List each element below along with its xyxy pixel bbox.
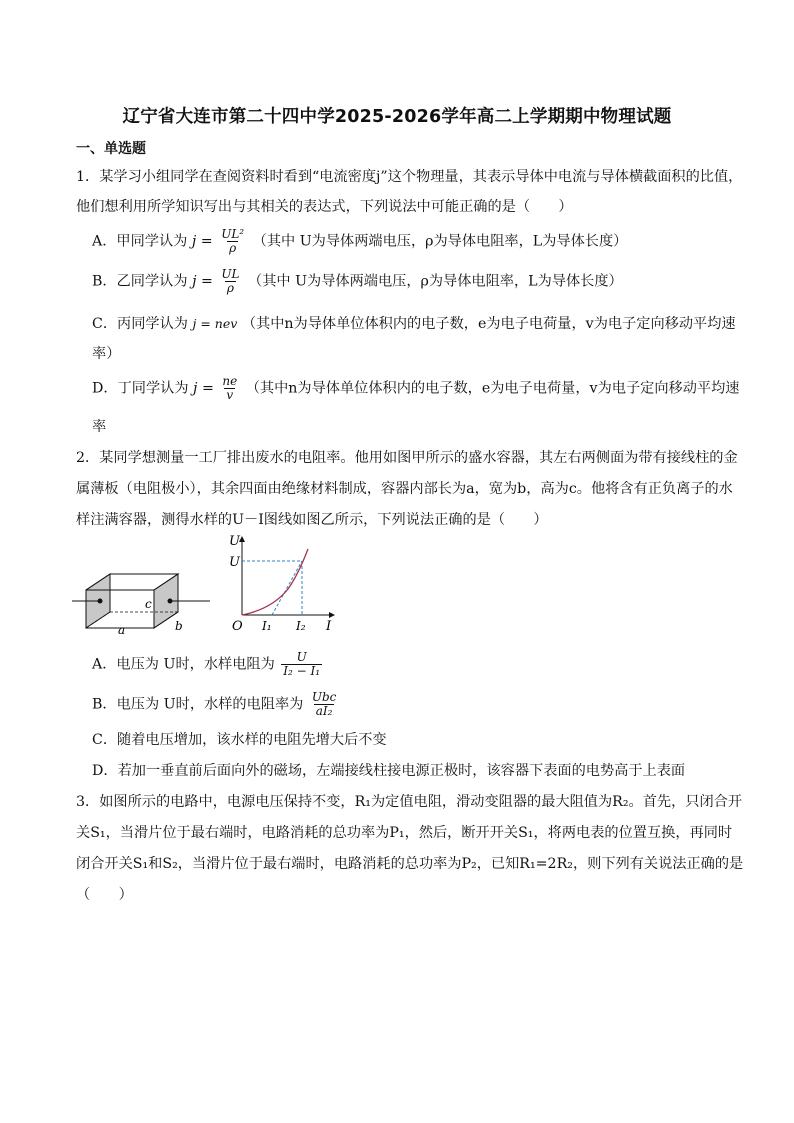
q1-d-j: j =: [193, 380, 214, 397]
q2-stem-line2: 属薄板（电阻极小），其余四面由绝缘材料制成，容器内部长为a，宽为b，高为c。他将含有正负离子的水: [76, 481, 733, 497]
q1-a-prefix: A．甲同学认为: [92, 233, 188, 250]
ui-curve: [242, 549, 308, 615]
q1-b-description: （其中 U为导体两端电压，ρ为导体电阻率，L为导体长度）: [248, 273, 623, 290]
q1-d-denominator: v: [226, 388, 234, 402]
q1-c-prefix: C．丙同学认为: [92, 316, 188, 332]
ui-graph: [226, 531, 338, 635]
u-axis-label: U: [229, 534, 240, 549]
q3-stem-line3: 闭合开关S₁和S₂，当滑片位于最右端时，电路消耗的总功率为P₂，已知R₁=2R₂，则下列有关说法正确的是: [76, 856, 744, 872]
right-terminal: [168, 599, 173, 604]
section-heading: 一、单选题: [76, 141, 146, 157]
label-c: c: [145, 597, 152, 611]
q2-option-c[interactable]: C．随着电压增加，该水样的电阻先增大后不变: [92, 732, 387, 748]
q1-a-fraction: [219, 228, 246, 255]
q1-c-description: （其中n为导体单位体积内的电子数，e为电子电荷量，v为电子定向移动平均速: [241, 316, 736, 332]
q1-d-tail: 率: [92, 419, 107, 435]
container-figure: [70, 568, 215, 638]
q1-c-tail: 率）: [92, 346, 121, 362]
left-terminal: [98, 599, 103, 604]
q2-option-b[interactable]: [92, 691, 340, 718]
q2-a-denominator: I₂ − I₁: [283, 664, 321, 678]
q1-d-fraction: [220, 375, 239, 402]
q2-stem-line3: 样注满容器，测得水样的U－I图线如图乙所示，下列说法正确的是（ ）: [76, 512, 548, 528]
q1-option-d[interactable]: [92, 375, 739, 402]
q2-a-numerator: U: [296, 650, 307, 664]
q2-option-d[interactable]: D．若加一垂直前后面向外的磁场，左端接线柱接电源正极时，该容器下表面的电势高于上表面: [92, 763, 686, 779]
i1-label: I₁: [262, 619, 272, 633]
q1-a-numerator: UL²: [221, 227, 245, 241]
q3-stem-line2: 关S₁，当滑片位于最右端时，电路消耗的总功率为P₁，然后，断开开关S₁，将两电表的位置互换，再同时: [76, 825, 733, 841]
q1-option-c[interactable]: [92, 313, 736, 333]
q2-b-fraction: [310, 691, 339, 718]
page-title: 辽宁省大连市第二十四中学2025-2026学年高二上学期期中物理试题: [122, 107, 672, 127]
q1-option-b[interactable]: [92, 268, 623, 295]
q1-stem-line1: 1．某学习小组同学在查阅资料时看到“电流密度j”这个物理量，其表示导体中电流与导体横截面积的比值，: [76, 169, 743, 185]
label-b: b: [175, 619, 183, 633]
q2-stem-line1: 2．某同学想测量一工厂排出废水的电阻率。他用如图甲所示的盛水容器，其左右两侧面为带有接线柱的金: [76, 450, 738, 466]
q2-option-a[interactable]: [92, 651, 324, 678]
q1-d-numerator: ne: [222, 374, 238, 388]
i-axis-label: I: [326, 619, 332, 634]
tangent-line: [272, 561, 302, 615]
q3-stem-line1: 3．如图所示的电路中，电源电压保持不变，R₁为定值电阻，滑动变阻器的最大阻值为R₂。首先，只闭合开: [76, 794, 743, 810]
q2-b-denominator: aI₂: [315, 704, 333, 718]
q2-b-numerator: Ubc: [311, 690, 337, 704]
q1-a-j: j =: [191, 233, 213, 250]
q1-d-prefix: D．丁同学认为: [92, 380, 189, 397]
q2-a-fraction: [281, 651, 322, 678]
q1-a-denominator: ρ: [229, 241, 237, 255]
q1-b-j: j =: [192, 273, 213, 290]
q1-b-numerator: UL: [221, 267, 240, 281]
q1-b-denominator: ρ: [226, 281, 234, 295]
q1-option-a[interactable]: [92, 228, 627, 255]
q3-stem-line4: （ ）: [76, 887, 133, 903]
origin-label: O: [232, 619, 243, 634]
q1-d-description: （其中n为导体单位体积内的电子数，e为电子电荷量，v为电子定向移动平均速: [245, 380, 740, 397]
q2-b-text: B．电压为 U时，水样的电阻率为: [92, 696, 304, 713]
q1-b-prefix: B．乙同学认为: [92, 273, 188, 290]
q1-a-description: （其中 U为导体两端电压，ρ为导体电阻率，L为导体长度）: [252, 233, 628, 250]
label-a: a: [118, 623, 126, 637]
u-tick-label: U: [229, 555, 240, 570]
q1-stem-line2: 他们想利用所学知识写出与其相关的表达式，下列说法中可能正确的是（ ）: [76, 199, 573, 215]
i2-label: I₂: [296, 619, 306, 633]
q1-b-fraction: [219, 268, 241, 295]
q2-a-text: A．电压为 U时，水样电阻为: [92, 656, 275, 673]
q1-c-formula: j = nev: [192, 316, 238, 331]
